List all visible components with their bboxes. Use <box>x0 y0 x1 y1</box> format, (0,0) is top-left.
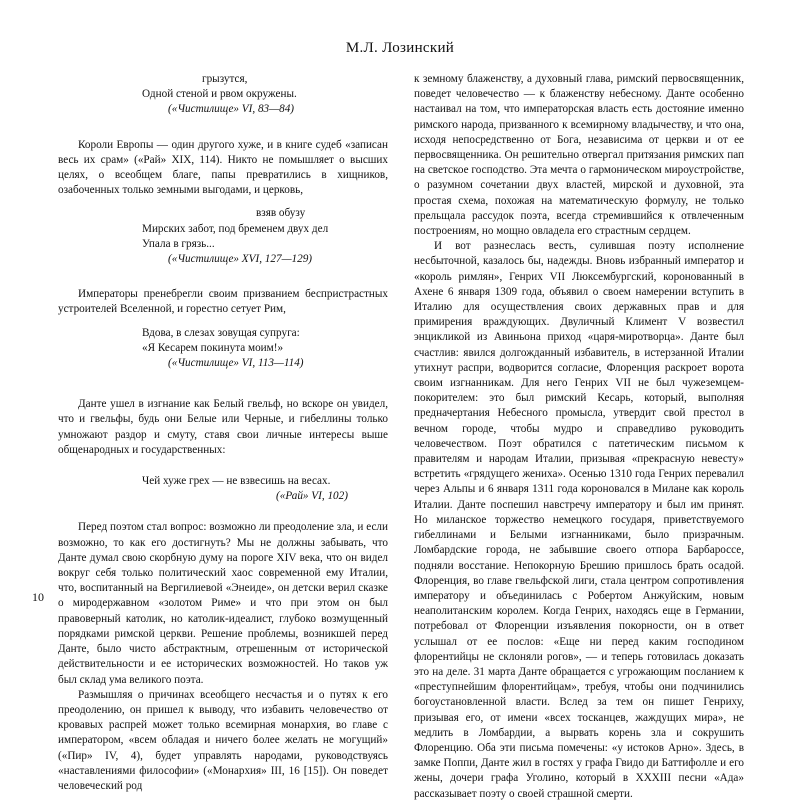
right-column <box>414 72 744 802</box>
left-column <box>58 72 388 794</box>
verse-line: грызутся, <box>202 73 248 85</box>
paragraph: Императоры пренебрегли своим призванием беспристрастных устроителей Вселенной, и горестно сетует Рим, <box>58 288 388 316</box>
verse-citation: («Чистилище» VI, 113—114) <box>168 357 304 370</box>
verse-block-4 <box>58 474 388 504</box>
paragraph: к земному блаженству, а духовный глава, римский первосвященник, поведет человечество — к блаженству небесному. Данте особенно настаивал на том, что императорская власть есть достояние именно римского народа, призванного к всемирному владычеству, и что она, исходя непосредственно от Бога, независима от церкви и от ее первосвященника. Он решительно отвергал притязания римских пап на светское господство. Эта мечта о гармоническом мироустройстве, о разумном сочетании двух властей, мирской и духовной, эта простая схема, похожая на математическую формулу, не только прельщала рассудок поэта, всегда стремившийся к отвлеченным построениям, но мощно овладела его страстным сердцем. <box>414 73 744 238</box>
verse-line: взяв обузу <box>256 207 306 220</box>
verse-line: Вдова, в слезах зовущая супруга: <box>142 326 300 339</box>
verse-line: «Я Кесарем покинута моим!» <box>142 341 284 354</box>
paragraph: И вот разнеслась весть, сулившая поэту исполнение несбыточной, казалось бы, надежды. Вновь избранный император и «король римлян», Генрих VII Люксембургский, коронованный в Ахене 6 января 1309 года, объявил о своем намерении вступить в Италию для осуществления своих державных прав и для примирения враждующих. Двуличный Климент V возвестил энцикликой из Авиньона приход «царя-миротворца». Данте был счастлив: явился долгожданный избавитель, в истерзанной Италии утихнут распри, водворится согласие, Флоренция раскроет ворота своим изгнанникам. Для него Генрих VII не был чужеземцем-покорителем: это был римский Кесарь, который, выполняя предначертания Небесного промысла, утвердит свой престол в вечном городе, чтобы мудро и справедливо руководить человечеством. Поэт обратился с патетическим письмом к правителям и народам Италии, призывая «прекрасную невесту» встретить «грядущего жениха». Осенью 1310 года Генрих перевалил через Альпы и 6 января 1311 года короновался в Милане как король Италии. Данте поспешил навстречу императору и был им принят. Но миланское торжество немецкого государя, приветствуемого гибеллинами и Белыми изгнанниками, было призрачным. Ломбардские города, не забывшие своего отпора Барбароссе, подняли восстание. Непокорную Брешию пришлось брать осадой. Флоренция, во главе гвельфской лиги, стала центром сопротивления императору и объединилась с Робертом Анжуйским, новым неаполитанским королем. Когда Генрих, находясь еще в Германии, потребовал от Флоренции изъявления покорности, он в ответ услышал от ее послов: «Еще ни перед каким господином флорентийцы не склоняли рогов», — и теперь готовилась доказать это на деле. 31 марта Данте обращается с угрожающим посланием к «преступнейшим флорентийцам», требуя, чтобы они подчинились богоустановленной власти. Вслед за тем он пишет Генриху, призывая его, от имени «всех тосканцев, жаждущих мира», не медлить в Ломбардии, а вырвать корень зла и сокрушить Флоренцию. Оба эти письма помечены: «у истоков Арно». Здесь, в замке Поппи, Данте жил в гостях у графа Гвидо ди Баттифолле и его жены, дочери графа Уголино, который в XXXIII песни «Ада» рассказывает поэту о своей страшной смерти. <box>414 240 744 800</box>
paragraph: Короли Европы — один другого хуже, и в книге судеб «записан весь их срам» («Рай» XIX, 114). Никто не помышляет о высших целях, о всеобщем благе, папы превратились в хищников, озабоченных только земными выгодами, и церковь, <box>58 138 388 197</box>
verse-block-3 <box>58 326 388 372</box>
verse-citation: («Чистилище» VI, 83—84) <box>168 103 295 116</box>
verse-citation: («Рай» VI, 102) <box>276 490 348 503</box>
paragraph: Данте ушел в изгнание как Белый гвельф, но вскоре он увидел, что и гвельфы, будь они Белые или Черные, и гибеллины только умножают раздор и смуту, ставя свои личные интересы выше общенародных и государственных: <box>58 398 388 456</box>
verse-line: Чей хуже грех — не взвесишь на весах. <box>142 475 331 488</box>
paragraph: Размышляя о причинах всеобщего несчастья и о путях к его преодолению, он пришел к выводу, что избавить человечество от кровавых распрей может только всемирная монархия, во главе с императором, «всем обладая и ничего более желать не могущий» («Пир» IV, 4), будет управлять народами, руководствуясь «наставлениями философии» («Монархия» III, 16 [15]). Он поведет человеческий род <box>58 688 388 792</box>
running-header: М.Л. Лозинский <box>345 40 455 56</box>
verse-citation: («Чистилище» XVI, 127—129) <box>168 253 313 266</box>
verse-line: Упала в грязь... <box>142 237 215 250</box>
verse-block-1 <box>58 72 388 87</box>
verse-block-2 <box>58 206 388 267</box>
verse-line: Мирских забот, под бременем двух дел <box>142 222 329 235</box>
verse-line: Одной стеной и рвом окружены. <box>142 88 297 101</box>
page-number: 10 <box>32 590 44 604</box>
verse-block-1-rest <box>58 87 388 117</box>
paragraph: Перед поэтом стал вопрос: возможно ли преодоление зла, и если возможно, то как его достигнуть? Мы не должны забывать, что Данте думал свою скорбную думу на пороге XIV века, что он видел вокруг себя только политический хаос современной ему Италии, что, воспитанный на Вергилиевой «Энеиде», он детски верил сказке о миродержавном «золотом Риме» и что при этом он был правоверный католик, но католик-идеалист, глубоко возмущенный порядками римской церкви. Решение проблемы, возникшей перед Данте, было чисто абстрактным, отрешенным от исторической действительности и ее исторических возможностей. Но таков уж был склад ума великого поэта. <box>58 521 388 686</box>
